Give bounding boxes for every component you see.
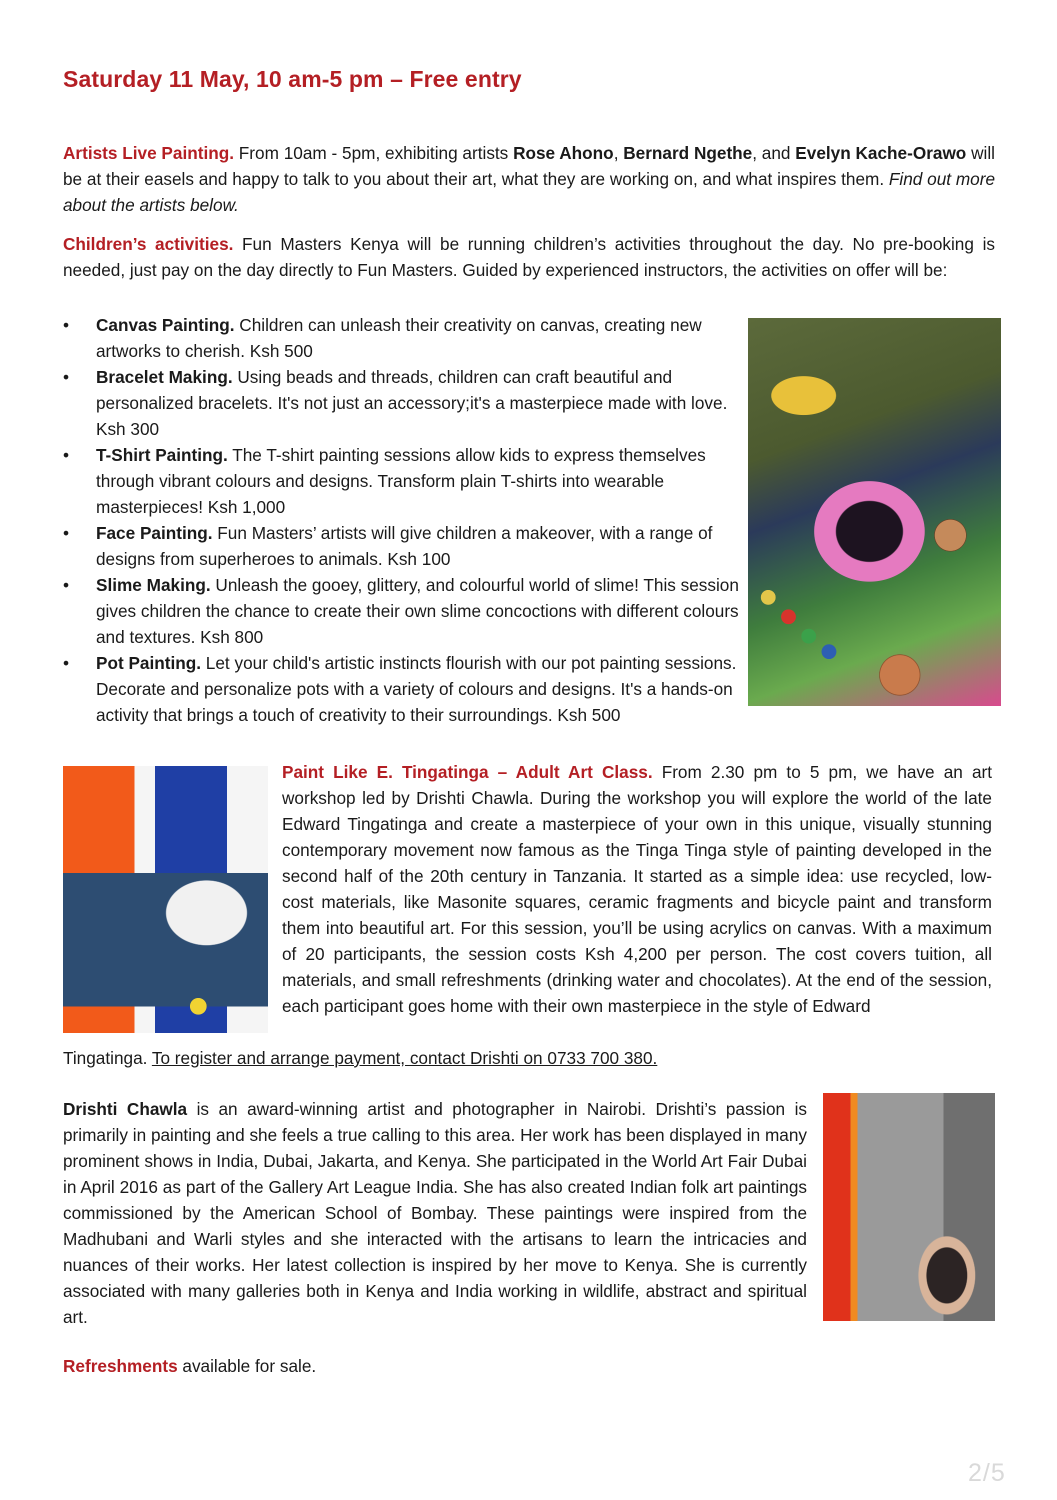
bio-text: is an award-winning artist and photographer in Nairobi. Drishti’s passion is primarily in painting and she feels a true calling to this area. Her work has been displayed in many prominent shows in India, Dubai, Jakarta, and Kenya. She participated in the World Art Fair Dubai in April 2016 as part of the Gallery Art League India. She has also created Indian folk art paintings commissioned by the American School of Bombay. These paintings were inspired from the Madhubani and Warli styles and she interacted with the artisans to learn the intricacies and nuances of their works. Her latest collection is inspired by her move to Kenya. She is currently associated with many galleries both in Kenya and India working in wildlife, abstract and spiritual art.	[63, 1099, 807, 1327]
page-number: 2/5	[968, 1459, 1006, 1487]
artist-name: Evelyn Kache-Orawo	[795, 143, 967, 163]
activity-text: Let your child's artistic instincts flourish with our pot painting sessions. Decorate and personalize pots with a variety of colours and designs. It's a hands-on activity that brings a touch of creativity to their surroundings. Ksh 500	[96, 653, 737, 725]
drishti-portrait-photo	[823, 1093, 995, 1321]
bullet-icon: •	[63, 523, 70, 543]
bio-name: Drishti Chawla	[63, 1099, 188, 1119]
activity-name: Bracelet Making.	[96, 367, 233, 387]
activity-text: Unleash the gooey, glittery, and colourful world of slime! This session gives children the chance to create their own slime concoctions with different colours and textures. Ksh 800	[96, 575, 739, 647]
bullet-icon: •	[63, 575, 70, 595]
childrens-activities-heading: Children’s activities.	[63, 234, 234, 254]
childrens-activities-paragraph	[63, 231, 995, 283]
list-item	[63, 520, 743, 572]
bullet-icon: •	[63, 653, 70, 673]
activity-name: Canvas Painting.	[96, 315, 235, 335]
bullet-icon: •	[63, 445, 70, 465]
activity-name: Slime Making.	[96, 575, 211, 595]
text: From 10am - 5pm, exhibiting artists	[234, 143, 514, 163]
activity-text: Using beads and threads, children can craft beautiful and personalized bracelets. It's not just an accessory;it's a masterpiece made with love. Ksh 300	[96, 367, 728, 439]
artists-live-paragraph	[63, 140, 995, 218]
register-contact-link[interactable]: To register and arrange payment, contact Drishti on 0733 700 380.	[151, 1048, 658, 1068]
activity-name: T-Shirt Painting.	[96, 445, 228, 465]
adult-class-text: From 2.30 pm to 5 pm, we have an art workshop led by Drishti Chawla. During the workshop you will explore the world of the late Edward Tingatinga and create a masterpiece of your own in this unique, visually stunning contemporary movement now famous as the Tinga Tinga style of painting developed in the second half of the 20th century in Tanzania. It started as a simple idea: use recycled, low-cost materials, like Masonite squares, ceramic fragments and bicycle paint and transform them into beautiful art. For this session, you’ll be using acrylics on canvas. With a maximum of 20 participants, the session costs Ksh 4,200 per person. The cost covers tuition, all materials, and small refreshments (drinking water and chocolates). At the end of the session, each participant goes home with their own masterpiece in the style of Edward	[282, 762, 992, 1016]
bio-paragraph	[63, 1096, 807, 1330]
text: available for sale.	[177, 1356, 317, 1376]
text: will be at their easels and happy to talk to you about their art, what they are working on, and what inspires them.	[63, 143, 995, 189]
list-item	[63, 442, 743, 520]
activity-name: Face Painting.	[96, 523, 213, 543]
list-item	[63, 650, 776, 728]
refreshments-paragraph	[63, 1353, 763, 1379]
artist-name: Rose Ahono	[513, 143, 614, 163]
find-out-more-note: Find out more about the artists below.	[63, 169, 995, 215]
adult-class-continuation	[63, 1045, 995, 1071]
text: , and	[752, 143, 796, 163]
bullet-icon: •	[63, 315, 70, 335]
activity-text: The T-shirt painting sessions allow kids to express themselves through vibrant colours and designs. Transform plain T-shirts into wearable masterpieces! Ksh 1,000	[96, 445, 706, 517]
activities-list	[63, 312, 743, 728]
artist-name: Bernard Ngethe	[623, 143, 753, 163]
activity-name: Pot Painting.	[96, 653, 202, 673]
kids-pot-painting-photo	[748, 318, 1001, 706]
refreshments-heading: Refreshments	[63, 1356, 178, 1376]
activity-text: Children can unleash their creativity on canvas, creating new artworks to cherish. Ksh 500	[96, 315, 702, 361]
list-item	[63, 312, 743, 364]
bullet-icon: •	[63, 367, 70, 387]
artists-live-heading: Artists Live Painting.	[63, 143, 234, 163]
text: ,	[613, 143, 624, 163]
list-item	[63, 364, 743, 442]
list-item	[63, 572, 743, 650]
text: Fun Masters Kenya will be running children’s activities throughout the day. No pre-booking is needed, just pay on the day directly to Fun Masters. Guided by experienced instructors, the activities on offer will be:	[63, 234, 995, 280]
image-description	[756, 678, 993, 700]
image-description	[71, 1005, 260, 1027]
image-description	[831, 1293, 987, 1315]
activity-text: Fun Masters’ artists will give children a makeover, with a range of designs from superheroes to animals. Ksh 100	[96, 523, 713, 569]
text: Tingatinga.	[63, 1048, 152, 1068]
adult-class-paragraph	[282, 759, 992, 1019]
adult-class-heading: Paint Like E. Tingatinga – Adult Art Class.	[282, 762, 653, 782]
tingatinga-painting-photo	[63, 766, 268, 1033]
page-title: Saturday 11 May, 10 am-5 pm – Free entry	[63, 66, 522, 92]
